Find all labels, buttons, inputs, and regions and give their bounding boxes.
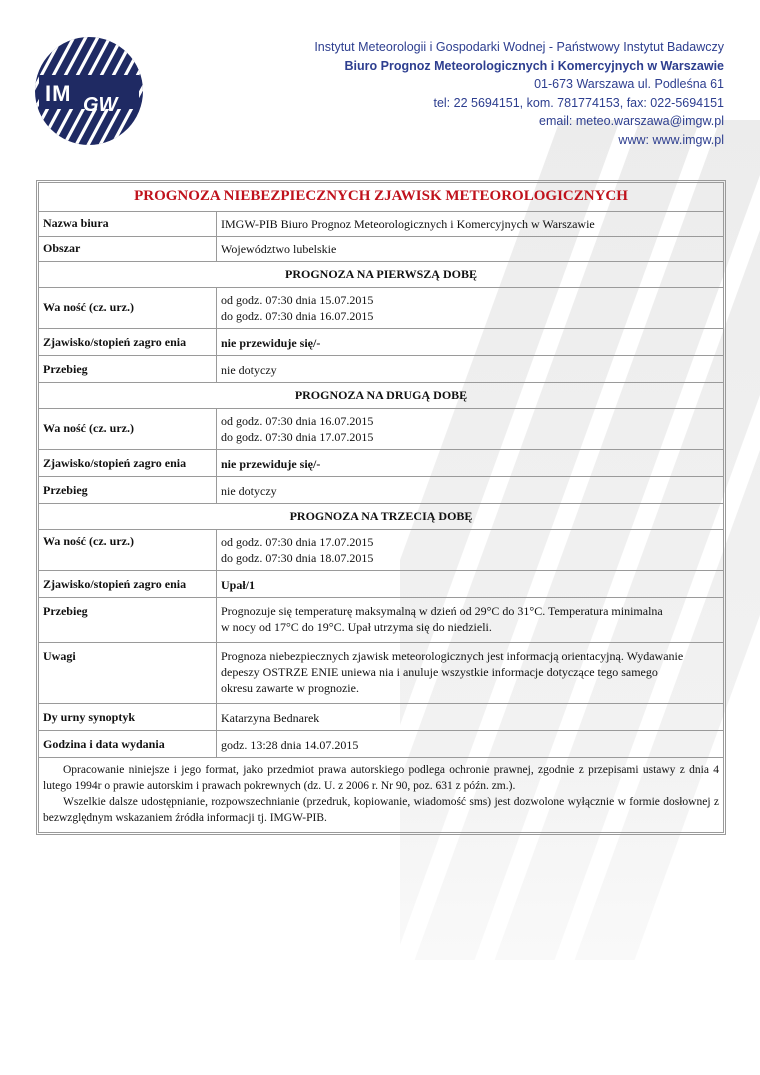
course-label: Przebieg — [39, 598, 217, 642]
phenomenon-label: Zjawisko/stopień zagro enia — [39, 571, 217, 597]
office-value: IMGW-PIB Biuro Prognoz Meteorologicznych i Komercyjnych w Warszawie — [221, 217, 595, 231]
row-phenomenon-2 — [39, 450, 723, 477]
validity-to: do godz. 07:30 dnia 16.07.2015 — [221, 309, 374, 323]
validity-value — [217, 288, 723, 328]
logo-text-top: IM — [45, 81, 72, 106]
website[interactable]: www: www.imgw.pl — [618, 132, 724, 147]
course-value: nie dotyczy — [221, 484, 277, 498]
copyright-note — [39, 758, 723, 832]
row-course-3 — [39, 598, 723, 643]
course-label: Przebieg — [39, 356, 217, 382]
letterhead — [0, 0, 760, 175]
validity-value — [217, 530, 723, 570]
row-course-2 — [39, 477, 723, 504]
area-value: Województwo lubelskie — [221, 242, 337, 256]
institute-contact — [314, 38, 724, 149]
validity-label: Wa ność (cz. urz.) — [39, 288, 217, 328]
course-line-1: Prognozuje się temperaturę maksymalną w dzień od 29°C do 31°C. Temperatura minimalna — [221, 604, 663, 618]
course-label: Przebieg — [39, 477, 217, 503]
validity-value — [217, 409, 723, 449]
course-value: nie dotyczy — [221, 363, 277, 377]
validity-from: od godz. 07:30 dnia 15.07.2015 — [221, 293, 374, 307]
phenomenon-value: nie przewiduje się/- — [221, 336, 321, 350]
section-day-2: PROGNOZA NA DRUGĄ DOBĘ — [39, 383, 723, 409]
office-label: Nazwa biura — [39, 212, 217, 236]
row-issued — [39, 731, 723, 758]
validity-from: od godz. 07:30 dnia 17.07.2015 — [221, 535, 374, 549]
row-validity-2 — [39, 409, 723, 450]
row-course-1 — [39, 356, 723, 383]
remarks-line-3: okresu zawarte w prognozie. — [221, 681, 359, 695]
form-title: PROGNOZA NIEBEZPIECZNYCH ZJAWISK METEOROLOGICZNYCH — [39, 183, 723, 212]
phenomenon-label: Zjawisko/stopień zagro enia — [39, 450, 217, 476]
validity-from: od godz. 07:30 dnia 16.07.2015 — [221, 414, 374, 428]
email[interactable]: email: meteo.warszawa@imgw.pl — [539, 114, 724, 128]
row-phenomenon-3 — [39, 571, 723, 598]
course-line-2: w nocy od 17°C do 19°C. Upał utrzyma się do niedzieli. — [221, 620, 492, 634]
phenomenon-value: Upał/1 — [221, 578, 256, 592]
course-value — [217, 598, 723, 642]
remarks-value — [217, 643, 723, 703]
phenomenon-label: Zjawisko/stopień zagro enia — [39, 329, 217, 355]
section-day-1: PROGNOZA NA PIERWSZĄ DOBĘ — [39, 262, 723, 288]
issued-value: godz. 13:28 dnia 14.07.2015 — [221, 738, 359, 752]
institute-name: Instytut Meteorologii i Gospodarki Wodnej - Państwowy Instytut Badawczy — [314, 40, 724, 54]
row-area — [39, 237, 723, 262]
validity-label: Wa ność (cz. urz.) — [39, 409, 217, 449]
row-validity-3 — [39, 530, 723, 571]
phenomenon-value: nie przewiduje się/- — [221, 457, 321, 471]
validity-label: Wa ność (cz. urz.) — [39, 530, 217, 570]
remarks-line-1: Prognoza niebezpiecznych zjawisk meteorologicznych jest informacją orientacyjną. Wydawanie — [221, 649, 684, 663]
issued-label: Godzina i data wydania — [39, 731, 217, 757]
remarks-line-2: depeszy OSTRZE ENIE uniewa nia i anuluje wszystkie informacje dotyczące tego samego — [221, 665, 658, 679]
phone: tel: 22 5694151, kom. 781774153, fax: 022-5694151 — [433, 95, 724, 110]
validity-to: do godz. 07:30 dnia 17.07.2015 — [221, 430, 374, 444]
address: 01-673 Warszawa ul. Podleśna 61 — [534, 77, 724, 91]
logo-text-bottom: GW — [83, 94, 118, 116]
forecaster-label: Dy urny synoptyk — [39, 704, 217, 730]
warning-form — [36, 180, 726, 835]
row-phenomenon-1 — [39, 329, 723, 356]
row-forecaster — [39, 704, 723, 731]
validity-to: do godz. 07:30 dnia 18.07.2015 — [221, 551, 374, 565]
remarks-label: Uwagi — [39, 643, 217, 703]
row-remarks — [39, 643, 723, 704]
bureau-name: Biuro Prognoz Meteorologicznych i Komercyjnych w Warszawie — [344, 58, 724, 73]
forecaster-value: Katarzyna Bednarek — [221, 711, 320, 725]
area-label: Obszar — [39, 237, 217, 261]
section-day-3: PROGNOZA NA TRZECIĄ DOBĘ — [39, 504, 723, 530]
row-office — [39, 212, 723, 237]
copyright-paragraph-2: Wszelkie dalsze udostępnianie, rozpowszechnianie (przedruk, kopiowanie, wiadomość sms) jest dozwolone wyłącznie w formie dosłownej z bezwzględnym wskazaniem źródła informacji tj. IMGW-PIB. — [43, 796, 719, 824]
copyright-paragraph-1: Opracowanie niniejsze i jego format, jako przedmiot prawa autorskiego podlega ochronie prawnej, zgodnie z przepisami ustawy z dnia 4 lutego 1994r o prawie autorskim i prawach pokrewnych (dz. U. z 2006 r. Nr 90, poz. 631 z późn. zm.). — [43, 764, 719, 792]
row-validity-1 — [39, 288, 723, 329]
imgw-logo — [33, 35, 145, 147]
